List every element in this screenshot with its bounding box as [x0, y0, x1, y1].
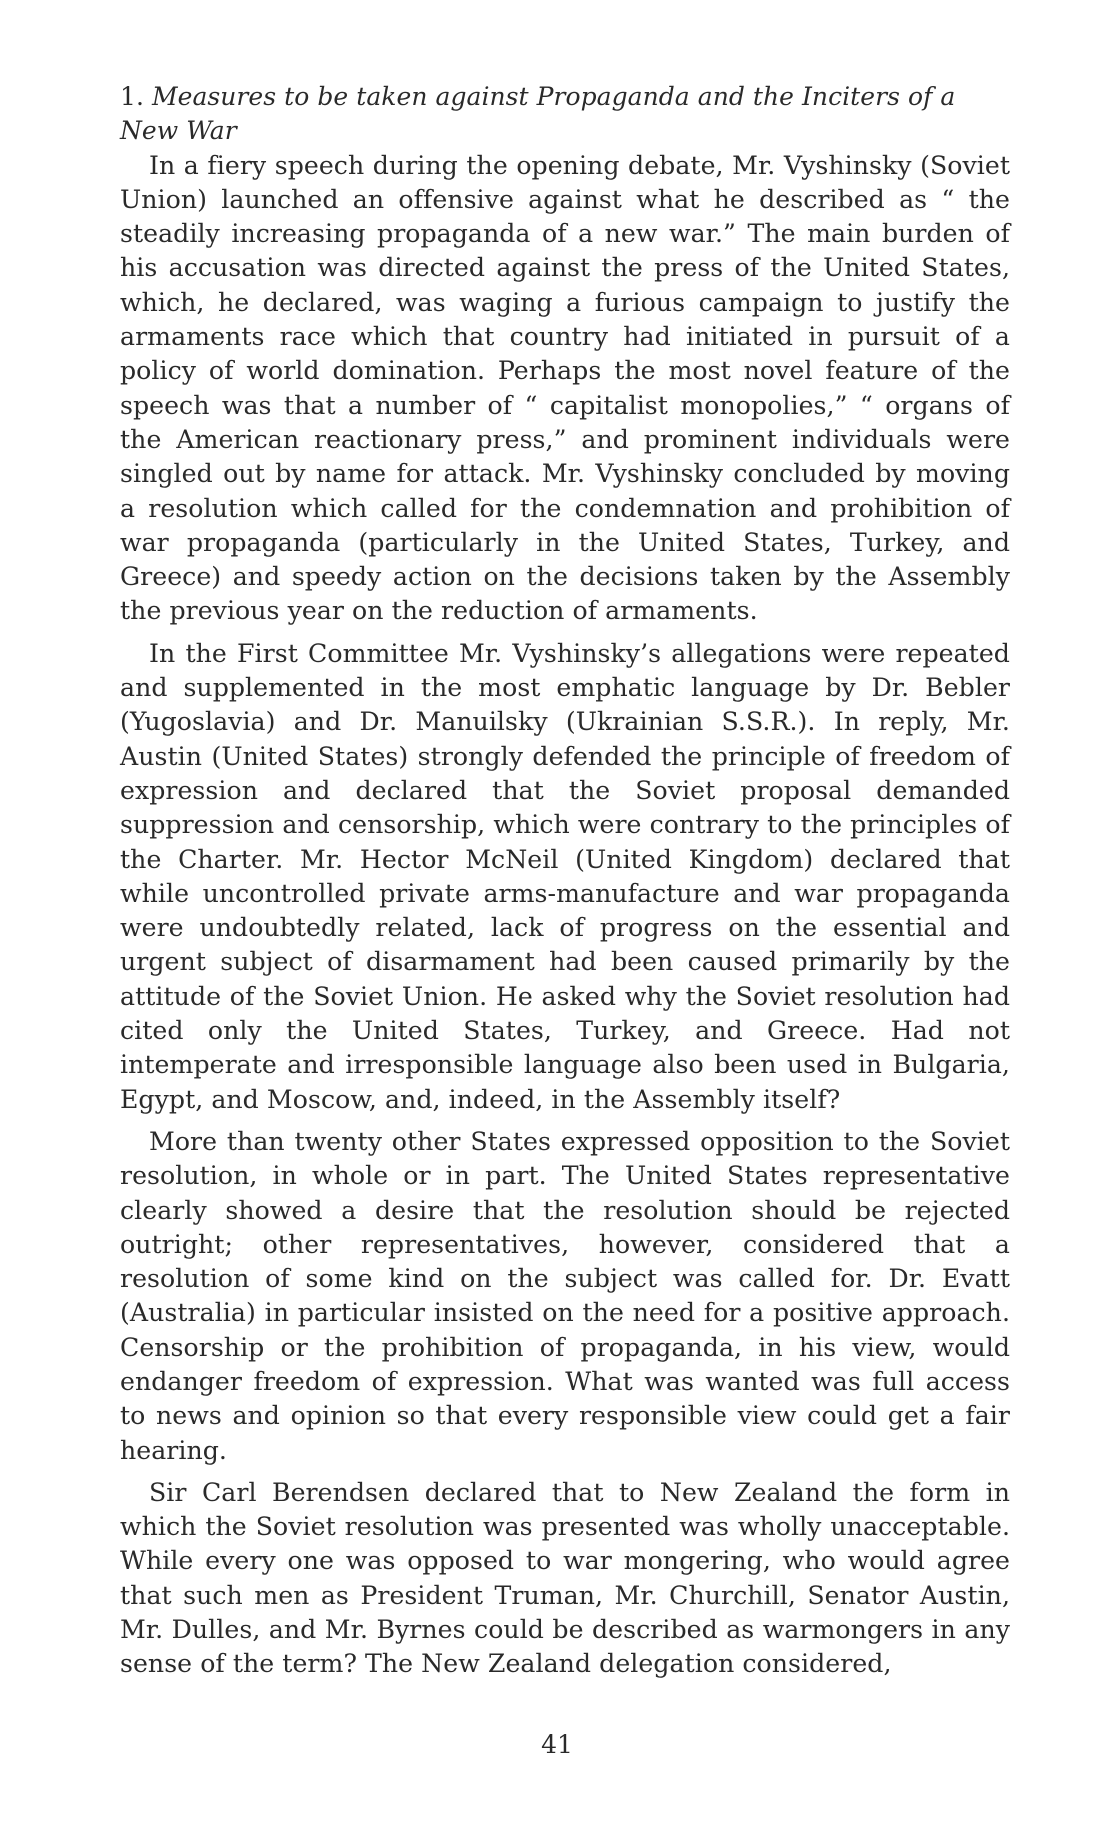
page-number: 41	[541, 1730, 573, 1759]
paragraph: In the First Committee Mr. Vyshinsky’s allegations were repeated and supplemented in the most emphatic language by Dr. Bebler (Yugoslavia) and Dr. Manuilsky (Ukrainian S.S.R.). In reply, Mr. Austin (United States) strongly defended the principle of freedom of expression and declared that the Soviet proposal demanded suppression and censorship, which were contrary to the principles of the Charter. Mr. Hector McNeil (United Kingdom) declared that while uncontrolled private arms-manufacture and war propaganda were undoubtedly related, lack of progress on the essential and urgent subject of disarmament had been caused primarily by the attitude of the Soviet Union. He asked why the Soviet resolution had cited only the United States, Turkey, and Greece. Had not intemperate and irresponsible language also been used in Bulgaria, Egypt, and Moscow, and, indeed, in the Assembly itself?	[120, 638, 1010, 1114]
section-heading	[120, 80, 1010, 149]
section-number: 1.	[120, 82, 144, 111]
paragraph: In a fiery speech during the opening debate, Mr. Vyshinsky (Soviet Union) launched an offensive against what he described as “ the steadily increasing propaganda of a new war.” The main burden of his accusation was directed against the press of the United States, which, he declared, was waging a furious campaign to justify the armaments race which that country had initiated in pursuit of a policy of world domination. Perhaps the most novel feature of the speech was that a number of “ capitalist monopolies,” “ organs of the American reactionary press,” and prominent individuals were singled out by name for attack. Mr. Vyshinsky concluded by moving a resolution which called for the condemnation and prohibition of war propaganda (particularly in the United States, Turkey, and Greece) and speedy action on the decisions taken by the Assembly the previous year on the reduction of armaments.	[120, 150, 1010, 626]
section-title: Measures to be taken against Propaganda and the Inciters of a New War	[120, 82, 956, 146]
paragraph: More than twenty other States expressed opposition to the Soviet resolution, in whole or in part. The United States representative clearly showed a desire that the resolution should be rejected outright; other representatives, however, considered that a resolution of some kind on the subject was called for. Dr. Evatt (Australia) in particular insisted on the need for a positive approach. Censorship or the prohibition of propaganda, in his view, would endanger freedom of expression. What was wanted was full access to news and opinion so that every responsible view could get a fair hearing.	[120, 1126, 1010, 1465]
paragraph: Sir Carl Berendsen declared that to New Zealand the form in which the Soviet resolution was presented was wholly unacceptable. While every one was opposed to war mongering, who would agree that such men as President Truman, Mr. Churchill, Senator Austin, Mr. Dulles, and Mr. Byrnes could be described as warmongers in any sense of the term? The New Zealand delegation considered,	[120, 1477, 1010, 1679]
body-text	[120, 80, 1010, 1690]
